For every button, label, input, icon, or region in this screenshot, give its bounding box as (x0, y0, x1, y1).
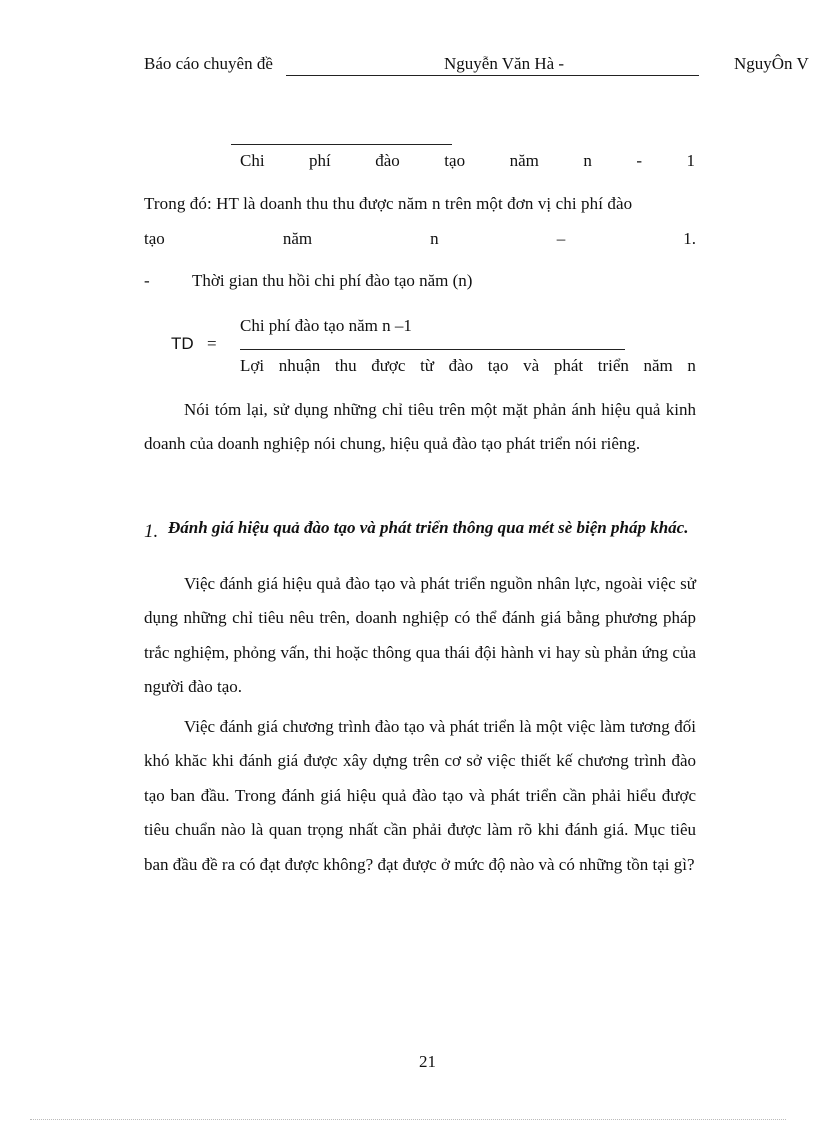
explanation-line-1: Trong đó: HT là doanh thu thu được năm n trên một đơn vị chi phí đào (144, 194, 633, 213)
fraction-bar-1 (231, 144, 452, 145)
formula2-denominator (240, 356, 696, 376)
explanation-line-2-word: – (556, 229, 566, 248)
explanation-line-2-word: 1. (683, 229, 696, 248)
formula2-numerator: Chi phí đào tạo năm n –1 (240, 316, 412, 335)
formula2-denominator-word: phát (553, 356, 584, 375)
formula2-denominator-word: nhuận (278, 356, 321, 375)
formula2-denominator-word: từ (420, 356, 435, 375)
formula1-denominator-word: n (583, 151, 592, 170)
header-center: Nguyễn Văn Hà - (444, 54, 565, 73)
bullet-text: Thời gian thu hồi chi phí đào tạo năm (n) (192, 271, 473, 290)
explanation-line-2-word: năm (282, 229, 313, 248)
paragraph-1: Việc đánh giá hiệu quả đào tạo và phát triển nguồn nhân lực, ngoài việc sử dụng những chỉ tiêu nêu trên, doanh nghiệp có thể đánh giá bằng phương pháp trắc nghiệm, phỏng vấn, thi hoặc thông qua thái đội hành vi hay sù phản ứng của người đào tạo. (144, 574, 696, 697)
formula2-denominator-word: triển (597, 356, 629, 375)
formula2-denominator-word: n (687, 356, 696, 375)
formula2-denominator-word: tạo (487, 356, 509, 375)
paragraph-2: Việc đánh giá chương trình đào tạo và phát triển là một việc làm tương đối khó khăc khi đánh giá được xây dựng trên cơ sở việc thiết kế chương trình đào tạo ban đầu. Trong đánh giá hiệu quả đào tạo và phát triển cần phải hiểu được tiêu chuẩn nào là quan trọng nhất cần phải được làm rõ khi đánh giá. Mục tiêu ban đầu đề ra có đạt được không? đạt được ở mức độ nào và có những tồn tại gì? (144, 717, 696, 874)
formula2-denominator-word: thu (334, 356, 357, 375)
formula1-denominator-word: Chi (240, 151, 265, 170)
formula2-denominator-word: và (523, 356, 540, 375)
section-heading (144, 517, 704, 542)
formula2-denominator-word: đào (448, 356, 474, 375)
footer-divider (30, 1119, 786, 1120)
explanation-line-2 (144, 229, 696, 249)
formula2-equals: = (207, 334, 217, 353)
header-rule (286, 75, 699, 76)
section-title: Đánh giá hiệu quả đào tạo và phát triển thông qua mét sè biện pháp khác. (168, 518, 689, 537)
formula1-denominator-word: năm (509, 151, 539, 170)
explanation-line-2-word: tạo (144, 229, 165, 248)
formula1-denominator (240, 151, 695, 171)
bullet-mark: - (144, 271, 150, 290)
page-number: 21 (419, 1052, 436, 1071)
formula1-denominator-word: tạo (444, 151, 466, 170)
formula2-denominator-word: được (371, 356, 406, 375)
formula1-denominator-word: phí (309, 151, 331, 170)
section-number: 1. (144, 521, 159, 542)
formula2-denominator-word: năm (643, 356, 673, 375)
formula2-lhs: TD (171, 334, 194, 353)
fraction-bar-2 (240, 349, 625, 350)
formula1-denominator-word: 1 (686, 151, 695, 170)
explanation-line-2-word: n (430, 229, 439, 248)
header-left: Báo cáo chuyên đề (144, 54, 273, 73)
formula1-denominator-word: đào (375, 151, 400, 170)
summary-paragraph: Nói tóm lại, sử dụng những chỉ tiêu trên một mặt phản ánh hiệu quả kinh doanh của doanh nghiệp nói chung, hiệu quả đào tạo phát triển nói riêng. (144, 400, 696, 454)
formula2-denominator-word: Lợi (240, 356, 265, 375)
formula1-denominator-word: - (636, 151, 642, 170)
header-right: NguyÔn V (734, 54, 809, 73)
